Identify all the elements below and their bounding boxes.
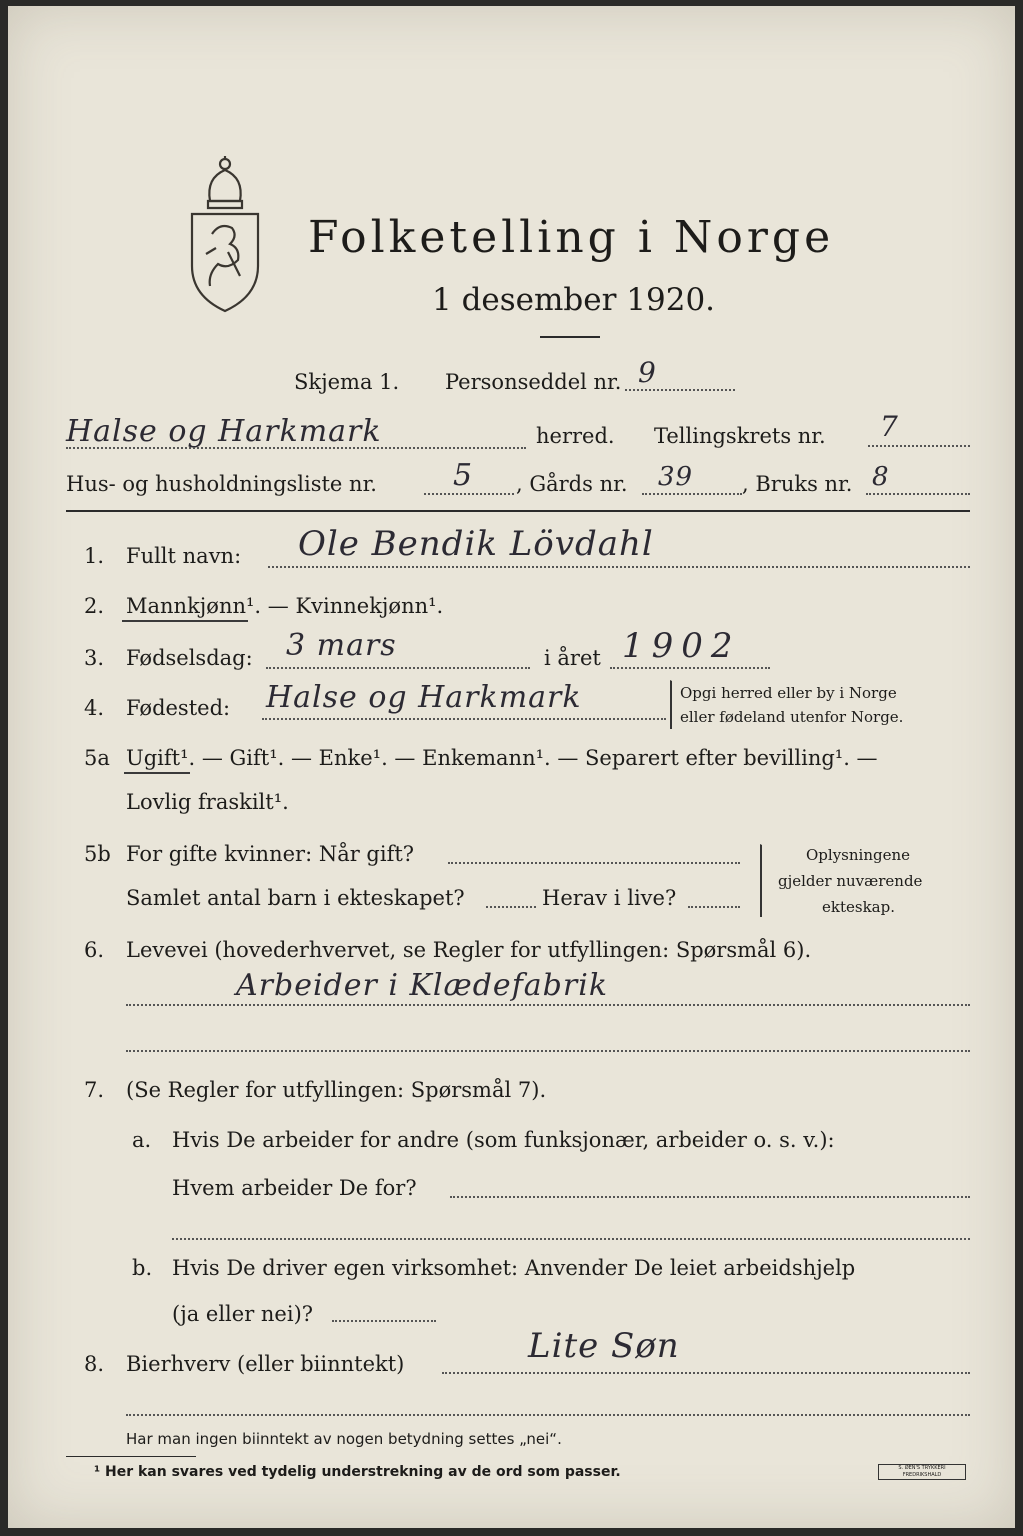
gards-value[interactable]: 39 <box>658 462 694 492</box>
marriage-note-2: gjelder nuværende <box>778 872 923 890</box>
sex-selected-underline <box>122 620 248 622</box>
q1-label: Fullt navn: <box>126 544 242 568</box>
printer-stamp: S. ØEN'S TRYKKERI FREDRIKSHALD <box>878 1464 966 1480</box>
marital-selected-underline <box>124 772 190 774</box>
herred-value[interactable]: Halse og Harkmark <box>66 414 382 449</box>
gards-line <box>642 493 742 495</box>
q4-number: 4. <box>84 696 105 720</box>
marital-options: Ugift¹. — Gift¹. — Enke¹. — Enkemann¹. — Separert efter bevilling¹. — <box>126 746 878 770</box>
q4-label: Fødested: <box>126 696 231 720</box>
side-income-line-2 <box>126 1414 970 1416</box>
q2-number: 2. <box>84 594 105 618</box>
bruks-line <box>866 493 970 495</box>
bruks-value[interactable]: 8 <box>872 462 890 492</box>
header-divider <box>66 510 970 512</box>
q7-number: 7. <box>84 1078 105 1102</box>
hus-line <box>424 493 514 495</box>
census-date: 1 desember 1920. <box>432 282 716 318</box>
q3-number: 3. <box>84 646 105 670</box>
birth-day-line <box>266 667 530 669</box>
tellingskrets-line <box>868 445 970 447</box>
sex-options: Mannkjønn¹. — Kvinnekjønn¹. <box>126 594 444 618</box>
birthplace-note-bracket <box>670 680 680 729</box>
q7b-text: Hvis De driver egen virksomhet: Anvender De leiet arbeidshjelp <box>172 1256 856 1280</box>
nei-note: Har man ingen biinntekt av nogen betydning settes „nei“. <box>126 1430 562 1448</box>
birthplace-value[interactable]: Halse og Harkmark <box>266 680 582 715</box>
q7a-text: Hvis De arbeider for andre (som funksjonær, arbeider o. s. v.): <box>172 1128 835 1152</box>
herred-label: herred. <box>536 424 615 448</box>
q3-label: Fødselsdag: <box>126 646 253 670</box>
birth-day-value[interactable]: 3 mars <box>286 628 397 663</box>
tellingskrets-label: Tellingskrets nr. <box>654 424 826 448</box>
marriage-note-3: ekteskap. <box>822 898 895 916</box>
full-name-value[interactable]: Ole Bendik Lövdahl <box>298 524 654 564</box>
q7b-number: b. <box>132 1256 153 1280</box>
birthplace-note-2: eller fødeland utenfor Norge. <box>680 708 904 726</box>
schema-label: Skjema 1. <box>294 370 400 394</box>
q8-number: 8. <box>84 1352 105 1376</box>
footnote-divider <box>66 1456 196 1457</box>
q8-label: Bierhverv (eller biinntekt) <box>126 1352 405 1376</box>
occupation-line-1 <box>126 1004 970 1006</box>
bruks-label: , Bruks nr. <box>742 472 853 496</box>
q6-label: Levevei (hovederhvervet, se Regler for utfyllingen: Spørsmål 6). <box>126 938 812 962</box>
q5b-children-label: Samlet antal barn i ekteskapet? <box>126 886 465 910</box>
q5b-alive-label: Herav i live? <box>542 886 677 910</box>
gards-label: , Gårds nr. <box>516 472 628 496</box>
q5b-number: 5b <box>84 842 111 866</box>
alive-line <box>688 906 740 908</box>
census-form-sheet <box>8 6 1015 1528</box>
occupation-value[interactable]: Arbeider i Klædefabrik <box>236 968 608 1003</box>
q7-label: (Se Regler for utfyllingen: Spørsmål 7). <box>126 1078 547 1102</box>
q7b-yes-no-label: (ja eller nei)? <box>172 1302 314 1326</box>
marital-options-2: Lovlig fraskilt¹. <box>126 790 289 814</box>
children-line <box>486 906 536 908</box>
q6-number: 6. <box>84 938 105 962</box>
herred-line <box>66 447 526 449</box>
personseddel-value[interactable]: 9 <box>638 356 657 389</box>
birth-year-line <box>610 667 770 669</box>
marriage-note-bracket <box>760 844 770 917</box>
q7a-employer-label: Hvem arbeider De for? <box>172 1176 417 1200</box>
married-when-line <box>448 862 740 864</box>
q1-number: 1. <box>84 544 105 568</box>
birthplace-note-1: Opgi herred eller by i Norge <box>680 684 897 702</box>
coat-of-arms-icon <box>180 156 270 316</box>
hus-label: Hus- og husholdningsliste nr. <box>66 472 377 496</box>
q3-year-label: i året <box>544 646 601 670</box>
employer-line-1 <box>450 1196 970 1198</box>
birthplace-line <box>262 718 666 720</box>
tellingskrets-value[interactable]: 7 <box>880 410 899 443</box>
personseddel-line <box>625 389 735 391</box>
employer-line-2 <box>172 1238 970 1240</box>
footnote: ¹ Her kan svares ved tydelig understrekning av de ord som passer. <box>94 1464 621 1480</box>
occupation-line-2 <box>126 1050 970 1052</box>
birth-year-value[interactable]: 1902 <box>622 626 741 666</box>
yes-no-line <box>332 1320 436 1322</box>
hus-value[interactable]: 5 <box>453 458 474 493</box>
marriage-note-1: Oplysningene <box>806 846 911 864</box>
side-income-value[interactable]: Lite Søn <box>528 1326 680 1366</box>
side-income-line-1 <box>442 1372 970 1374</box>
q5a-number: 5a <box>84 746 110 770</box>
form-title: Folketelling i Norge <box>308 212 835 263</box>
full-name-line <box>268 566 970 568</box>
title-divider <box>540 336 600 338</box>
q7a-number: a. <box>132 1128 152 1152</box>
q5b-married-when-label: For gifte kvinner: Når gift? <box>126 842 415 866</box>
personseddel-label: Personseddel nr. <box>445 370 622 394</box>
